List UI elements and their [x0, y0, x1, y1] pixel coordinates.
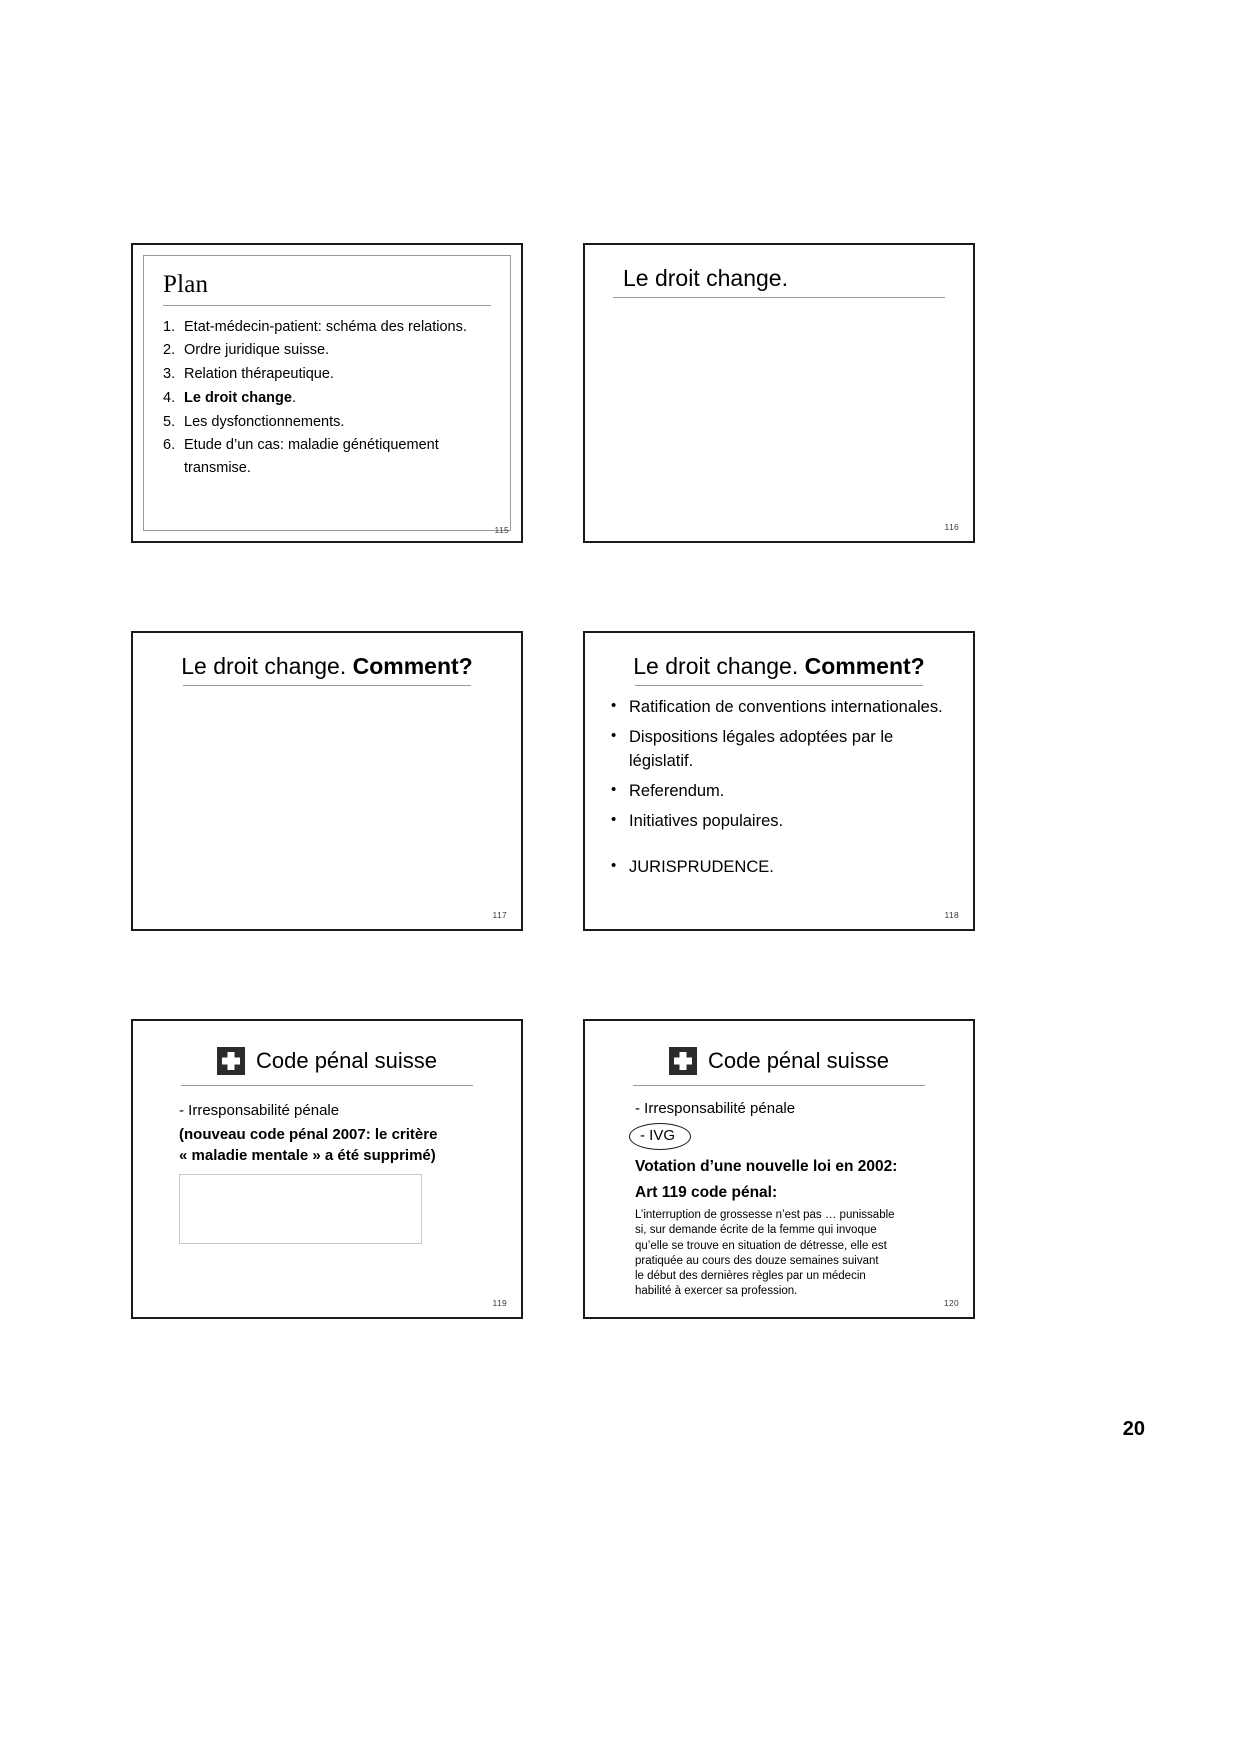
list-marker: 1. [163, 318, 176, 335]
slide-comment-empty-body [133, 633, 521, 929]
title-plain: Le droit change. [633, 653, 805, 679]
title-divider [613, 297, 945, 298]
list-item [607, 726, 951, 774]
list-marker: 4. [163, 389, 176, 406]
page-number: 20 [1122, 1418, 1145, 1440]
list-marker: 2. [163, 342, 176, 359]
title-divider [183, 685, 471, 686]
slide-code-penal-2 [583, 1019, 975, 1319]
ivg-label: - IVG [640, 1126, 676, 1144]
list-text: Initiatives populaires. [629, 812, 784, 831]
slide-code-penal-2-body [585, 1021, 973, 1317]
bullet-dot-icon: • [611, 857, 617, 875]
slide-droit-change-title: Le droit change. [623, 265, 788, 291]
title-bold: Comment? [804, 653, 925, 679]
slide-comment-empty-title [155, 653, 499, 679]
title-bold: Comment? [352, 653, 473, 679]
title-plain: Le droit change. [181, 653, 353, 679]
slide-number: 117 [492, 910, 507, 920]
swiss-flag-icon [669, 1047, 697, 1075]
list-text: Referendum. [629, 782, 725, 801]
list-marker: 3. [163, 366, 176, 382]
list-text-bold: Le droit change [184, 389, 292, 406]
slide-code-penal-2-title: Code pénal suisse [707, 1048, 889, 1073]
list-item [607, 696, 951, 720]
slide-number: 120 [943, 1298, 959, 1308]
comment-bullet-list [607, 696, 951, 880]
empty-placeholder-box [179, 1174, 422, 1244]
plan-list [163, 316, 491, 480]
list-text: Les dysfonctionnements. [184, 413, 345, 430]
title-divider [181, 1085, 473, 1086]
slide-number: 115 [494, 525, 509, 535]
list-text: Etude d’un cas: maladie génétiquement transmise. [184, 437, 439, 476]
nouveau-code-line-1: (nouveau code pénal 2007: le critère [179, 1125, 438, 1143]
slide-code-penal-1 [131, 1019, 523, 1319]
slide-droit-change-comment-list [583, 631, 975, 931]
slide-code-penal-1-body [133, 1021, 521, 1317]
list-item [163, 434, 491, 480]
list-item [607, 780, 951, 804]
list-item [163, 339, 491, 362]
slide-plan-title: Plan [163, 271, 209, 298]
list-marker: 5. [163, 413, 176, 430]
law-heading-2: Art 119 code pénal: [635, 1183, 778, 1201]
bullet-dot-icon: • [611, 697, 617, 715]
ivg-circled-annotation [629, 1123, 691, 1150]
list-item [607, 810, 951, 834]
law-text-line: pratiquée au cours des douze semaines suivant [635, 1254, 879, 1267]
slide-droit-change [583, 243, 975, 543]
code-penal-2-text [607, 1098, 951, 1300]
list-text: Relation thérapeutique. [184, 366, 334, 382]
list-item [163, 411, 491, 434]
list-item [607, 856, 951, 880]
law-heading-1: Votation d’une nouvelle loi en 2002: [635, 1157, 898, 1175]
title-divider [635, 685, 923, 686]
list-item [163, 316, 491, 339]
slide-comment-list-title [607, 653, 951, 679]
code-penal-1-text [155, 1100, 499, 1244]
list-item [163, 363, 491, 386]
slide-droit-change-body [585, 245, 973, 541]
list-text: JURISPRUDENCE. [629, 858, 774, 877]
list-text: Ordre juridique suisse. [184, 342, 330, 359]
list-text: . [291, 389, 296, 406]
code-penal-title-row [155, 1047, 499, 1075]
slide-plan [131, 243, 523, 543]
slide-number: 119 [492, 1298, 507, 1308]
code-penal-title-row [607, 1047, 951, 1075]
slide-comment-list-body [585, 633, 973, 929]
law-text-line: le début des dernières règles par un médecin [635, 1270, 866, 1283]
bullet-dot-icon: • [611, 781, 617, 799]
list-text: Etat-médecin-patient: schéma des relations. [184, 318, 467, 335]
slide-code-penal-1-title: Code pénal suisse [255, 1048, 437, 1073]
irresponsabilite-line: - Irresponsabilité pénale [179, 1102, 340, 1119]
law-text-block [635, 1208, 951, 1300]
bullet-dot-icon: • [611, 727, 617, 745]
law-text-line: L’interruption de grossesse n’est pas … punissable [635, 1209, 895, 1221]
list-item [163, 387, 491, 410]
law-text-line: qu’elle se trouve en situation de détresse, elle est [635, 1239, 887, 1252]
nouveau-code-line-2: « maladie mentale » a été supprimé) [179, 1147, 436, 1165]
slide-droit-change-comment-empty [131, 631, 523, 931]
title-divider [163, 305, 491, 306]
swiss-flag-icon [217, 1047, 245, 1075]
law-text-line: habilité à exercer sa profession. [635, 1285, 798, 1298]
list-marker: 6. [163, 437, 176, 454]
list-text: Ratification de conventions internationales. [629, 698, 943, 717]
law-text-line: si, sur demande écrite de la femme qui invoque [635, 1224, 877, 1237]
slide-plan-body [133, 245, 521, 541]
irresponsabilite-line: - Irresponsabilité pénale [635, 1100, 796, 1117]
title-divider [633, 1085, 925, 1086]
slide-number: 118 [944, 910, 959, 920]
list-text: Dispositions légales adoptées par le législatif. [629, 728, 894, 771]
slide-number: 116 [944, 522, 959, 532]
bullet-dot-icon: • [611, 811, 617, 829]
